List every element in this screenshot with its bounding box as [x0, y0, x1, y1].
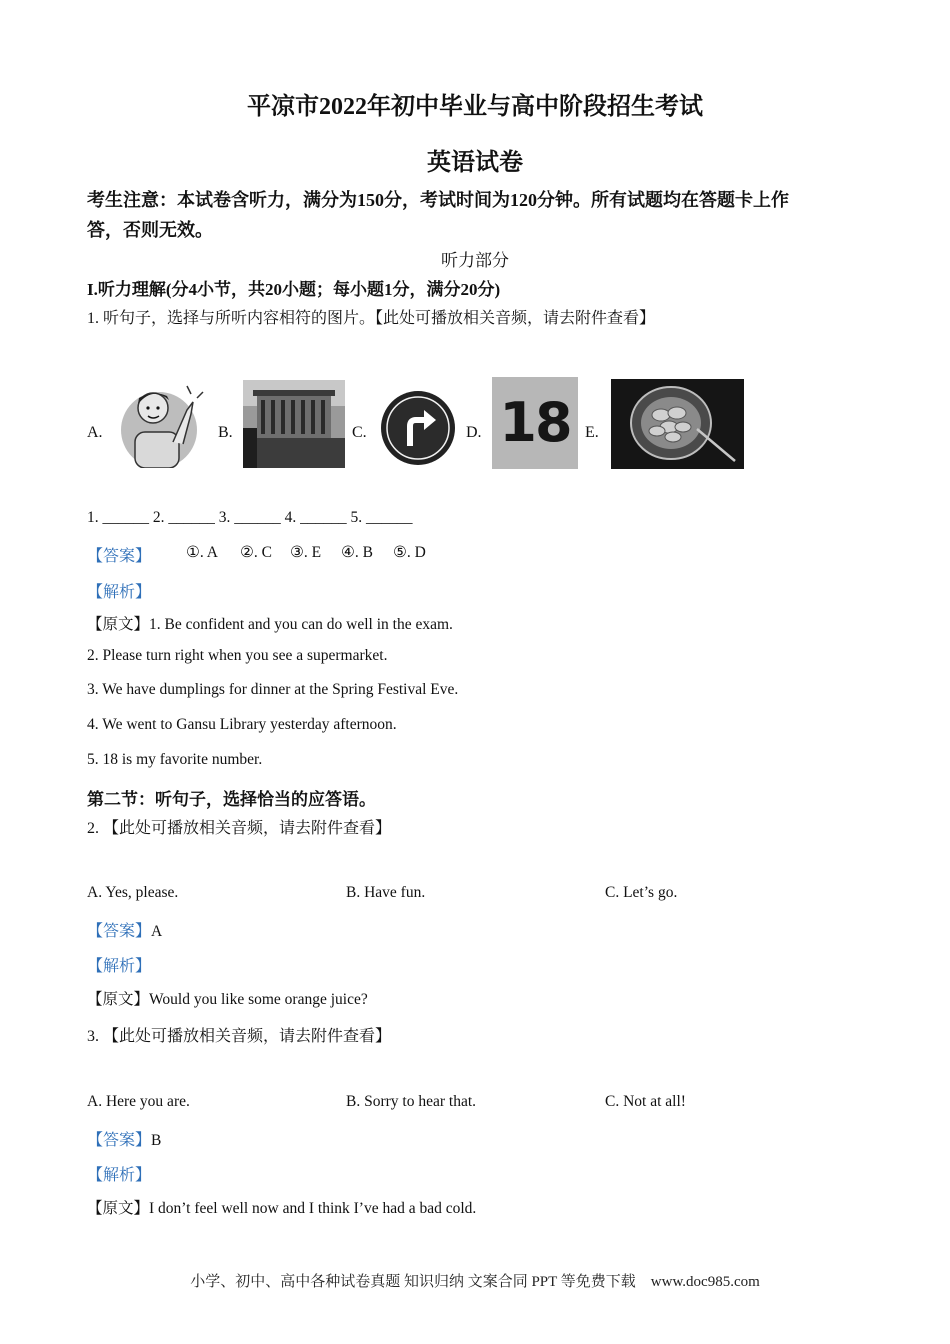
q2-original: [87, 987, 368, 1009]
script-line-4: 4. We went to Gansu Library yesterday afternoon.: [87, 716, 397, 733]
q1-prompt: 1. 听句子，选择与所听内容相符的图片。【此处可播放相关音频，请去附件查看】: [87, 310, 656, 327]
option-d-label: D.: [466, 424, 482, 441]
q2-option-a: A. Yes, please.: [87, 884, 179, 901]
section-title: 听力部分: [441, 251, 509, 270]
option-c-label: C.: [352, 424, 367, 441]
q2-prompt: 2. 【此处可播放相关音频，请去附件查看】: [87, 820, 392, 837]
script-line-2: 2. Please turn right when you see a supermarket.: [87, 647, 388, 664]
q3-answer-tag: 【答案】: [87, 1132, 152, 1149]
analysis-tag: 【解析】: [87, 584, 152, 601]
footer-text: 小学、初中、高中各种试卷真题 知识归纳 文案合同 PPT 等免费下载: [190, 1274, 636, 1290]
q3-option-c: C. Not at all!: [605, 1093, 686, 1110]
footer: [0, 1270, 950, 1291]
exam-subtitle: 英语试卷: [427, 150, 523, 176]
q2-option-c: C. Let’s go.: [605, 884, 678, 901]
q2-answer: [87, 918, 162, 941]
q3-original: [87, 1196, 476, 1218]
part2-heading: 第二节：听句子，选择恰当的应答语。: [87, 790, 376, 809]
q2-original-text: Would you like some orange juice?: [149, 991, 368, 1008]
q2-analysis-tag: 【解析】: [87, 958, 152, 975]
cheering-boy-image: [113, 380, 207, 468]
answer-1: ①. A: [186, 544, 218, 561]
q3-option-a: A. Here you are.: [87, 1093, 190, 1110]
answer-2: ②. C: [240, 544, 272, 561]
dumplings-plate-image: [611, 379, 744, 469]
answer-tag: 【答案】: [87, 548, 152, 565]
q3-answer-value: B: [151, 1132, 162, 1149]
answer-4: ④. B: [341, 544, 373, 561]
notice-line-1: 考生注意：本试卷含听力，满分为150分，考试时间为120分钟。所有试题均在答题卡上作: [87, 190, 789, 210]
original-tag: 【原文】: [87, 616, 150, 633]
q3-option-b: B. Sorry to hear that.: [346, 1093, 477, 1110]
answer-3: ③. E: [290, 544, 322, 561]
q3-original-text: I don’t feel well now and I think I’ve had a bad cold.: [149, 1200, 477, 1217]
part1-heading: I.听力理解(分4小节，共20小题；每小题1分，满分20分): [87, 280, 501, 299]
footer-link[interactable]: www.doc985.com: [650, 1274, 760, 1290]
q3-answer: [87, 1127, 161, 1150]
library-building-image: [243, 380, 345, 468]
answer-5: ⑤. D: [393, 544, 426, 561]
number-18-image: [492, 377, 578, 469]
number-18-text: 18: [499, 391, 571, 454]
script-line-5: 5. 18 is my favorite number.: [87, 751, 263, 768]
option-b-label: B.: [218, 424, 233, 441]
q3-original-tag: 【原文】: [87, 1200, 150, 1217]
turn-right-sign-image: [380, 390, 456, 466]
option-e-label: E.: [585, 424, 599, 441]
answer-blanks: 1. ______ 2. ______ 3. ______ 4. ______ 5. ______: [87, 509, 413, 526]
original-line-1: [87, 612, 453, 634]
q2-answer-value: A: [151, 923, 163, 940]
q2-option-b: B. Have fun.: [346, 884, 426, 901]
notice-line-2: 答，否则无效。: [87, 220, 213, 240]
exam-title: 平凉市2022年初中毕业与高中阶段招生考试: [247, 94, 703, 120]
script-line-1: 1. Be confident and you can do well in the exam.: [149, 616, 453, 633]
q2-answer-tag: 【答案】: [87, 923, 152, 940]
script-line-3: 3. We have dumplings for dinner at the Spring Festival Eve.: [87, 681, 459, 698]
option-a-label: A.: [87, 424, 103, 441]
q3-prompt: 3. 【此处可播放相关音频，请去附件查看】: [87, 1028, 392, 1045]
q3-analysis-tag: 【解析】: [87, 1167, 152, 1184]
q2-original-tag: 【原文】: [87, 991, 150, 1008]
